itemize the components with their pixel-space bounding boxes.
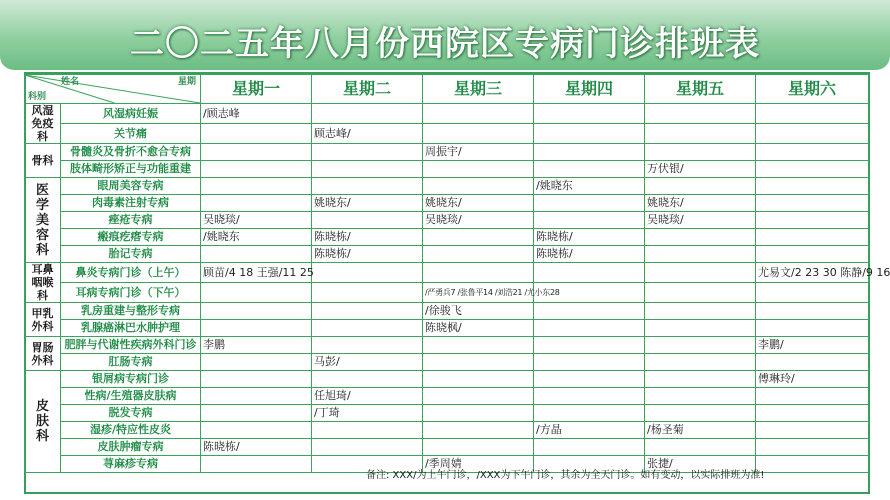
table-row: [25, 178, 869, 195]
category-cell: 医 学 美 容 科: [25, 178, 61, 263]
schedule-cell: [645, 371, 756, 388]
schedule-cell: [756, 124, 869, 144]
schedule-cell: [756, 456, 869, 473]
disease-name-cell: 痤疮专病: [61, 212, 201, 229]
schedule-cell: [756, 405, 869, 422]
corner-header: [25, 75, 201, 104]
table-row: [25, 371, 869, 388]
schedule-cell: 尤易文/2 23 30 陈静/9 16: [756, 263, 869, 283]
schedule-cell: [645, 303, 756, 320]
schedule-cell: [756, 246, 869, 263]
schedule-cell: /季周婧: [423, 456, 534, 473]
schedule-cell: [312, 161, 423, 178]
schedule-cell: [201, 320, 312, 337]
table-row: [25, 263, 869, 283]
schedule-cell: [423, 104, 534, 124]
disease-name-cell: 脱发专病: [61, 405, 201, 422]
day-header-mon: 星期一: [201, 75, 312, 104]
disease-name-cell: 胎记专病: [61, 246, 201, 263]
corner-week-label: 星期: [177, 77, 196, 87]
schedule-cell: [312, 104, 423, 124]
category-cell: 骨科: [25, 144, 61, 178]
schedule-cell: [756, 283, 869, 303]
schedule-cell: 吴晓琰/: [201, 212, 312, 229]
table-row: [25, 161, 869, 178]
schedule-cell: [645, 354, 756, 371]
schedule-cell: [534, 124, 645, 144]
disease-name-cell: 性病/生殖器皮肤病: [61, 388, 201, 405]
schedule-cell: /杨圣菊: [645, 422, 756, 439]
disease-name-cell: 乳腺癌淋巴水肿护理: [61, 320, 201, 337]
schedule-cell: [423, 124, 534, 144]
disease-name-cell: 银屑病专病门诊: [61, 371, 201, 388]
disease-name-cell: 鼻炎专病门诊（上午）: [61, 263, 201, 283]
schedule-cell: 周振宇/: [423, 144, 534, 161]
schedule-cell: [645, 405, 756, 422]
schedule-cell: [534, 320, 645, 337]
disease-name-cell: 荨麻疹专病: [61, 456, 201, 473]
schedule-table: [24, 74, 890, 473]
table-row: [25, 422, 869, 439]
schedule-cell: [423, 178, 534, 195]
schedule-cell: 陈晓栋/: [534, 229, 645, 246]
schedule-cell: [534, 144, 645, 161]
disease-name-cell: 肛肠专病: [61, 354, 201, 371]
schedule-cell: [312, 422, 423, 439]
schedule-cell: 陈晓栋/: [312, 229, 423, 246]
disease-name-cell: 肥胖与代谢性疾病外科门诊: [61, 337, 201, 354]
disease-name-cell: 瘢痕疙瘩专病: [61, 229, 201, 246]
table-row: [25, 144, 869, 161]
day-header-tue: 星期二: [312, 75, 423, 104]
schedule-cell: /姚晓东: [534, 178, 645, 195]
schedule-cell: [201, 354, 312, 371]
schedule-cell: 姚晓东/: [645, 195, 756, 212]
schedule-cell: [756, 161, 869, 178]
schedule-cell: [423, 354, 534, 371]
schedule-cell: [756, 212, 869, 229]
header-row: [25, 75, 869, 104]
day-header-sat: 星期六: [756, 75, 869, 104]
schedule-cell: /顾志峰: [201, 104, 312, 124]
schedule-cell: 陈晓栋/: [534, 246, 645, 263]
schedule-cell: /方晶: [534, 422, 645, 439]
schedule-cell: [423, 161, 534, 178]
table-row: [25, 195, 869, 212]
schedule-cell: [201, 178, 312, 195]
schedule-cell: [312, 320, 423, 337]
table-row: [25, 388, 869, 405]
schedule-cell: [756, 195, 869, 212]
schedule-cell: [423, 405, 534, 422]
schedule-cell: [312, 303, 423, 320]
schedule-cell: [201, 456, 312, 473]
table-row: [25, 439, 869, 456]
schedule-cell: [645, 178, 756, 195]
schedule-cell: /姚晓东: [201, 229, 312, 246]
schedule-cell: [312, 263, 423, 283]
schedule-cell: [201, 371, 312, 388]
schedule-cell: [534, 405, 645, 422]
schedule-cell: 陈晓栋/: [312, 246, 423, 263]
schedule-cell: [756, 178, 869, 195]
schedule-cell: [201, 246, 312, 263]
corner-diagonal-lines: [25, 75, 200, 103]
schedule-cell: [534, 303, 645, 320]
disease-name-cell: 耳病专病门诊（下午）: [61, 283, 201, 303]
table-row: [25, 246, 869, 263]
schedule-cell: [645, 144, 756, 161]
table-row: [25, 229, 869, 246]
schedule-cell: 万伏银/: [645, 161, 756, 178]
category-cell: 风湿 免疫科: [25, 104, 61, 144]
title-banner: [0, 0, 890, 70]
footnote: 备注: XXX/为上午门诊，/XXX为下午门诊，其余为全天门诊。如有变动，以实际排班为准!: [366, 470, 765, 481]
schedule-cell: [534, 337, 645, 354]
schedule-cell: [645, 124, 756, 144]
schedule-cell: 姚晓东/: [423, 195, 534, 212]
schedule-cell: [645, 263, 756, 283]
schedule-cell: [756, 229, 869, 246]
schedule-cell: [423, 388, 534, 405]
table-row: [25, 354, 869, 371]
schedule-cell: [312, 144, 423, 161]
category-cell: 皮 肤 科: [25, 371, 61, 473]
table-row: [25, 212, 869, 229]
schedule-cell: [312, 283, 423, 303]
disease-name-cell: 肉毒素注射专病: [61, 195, 201, 212]
schedule-cell: [423, 371, 534, 388]
disease-name-cell: 肢体畸形矫正与功能重建: [61, 161, 201, 178]
day-header-thu: 星期四: [534, 75, 645, 104]
schedule-cell: [312, 337, 423, 354]
schedule-cell: [201, 161, 312, 178]
schedule-cell: 陈晓栋/: [201, 439, 312, 456]
schedule-cell: /徐骏飞: [423, 303, 534, 320]
schedule-cell: [534, 354, 645, 371]
schedule-cell: [534, 212, 645, 229]
schedule-cell: [201, 144, 312, 161]
table-row: [25, 405, 869, 422]
schedule-cell: /丁琦: [312, 405, 423, 422]
schedule-cell: 顾苗/4 18 王强/11 25: [201, 263, 312, 283]
schedule-cell: 吴晓琰/: [645, 212, 756, 229]
schedule-cell: [756, 303, 869, 320]
schedule-cell: [201, 405, 312, 422]
schedule-cell: [201, 303, 312, 320]
disease-name-cell: 湿疹/特应性皮炎: [61, 422, 201, 439]
schedule-cell: [534, 371, 645, 388]
schedule-cell: [312, 439, 423, 456]
schedule-cell: [312, 178, 423, 195]
schedule-cell: 吴晓琰/: [423, 212, 534, 229]
schedule-cell: [312, 212, 423, 229]
schedule-cell: 李鹏: [201, 337, 312, 354]
disease-name-cell: 骨髓炎及骨折不愈合专病: [61, 144, 201, 161]
schedule-cell: [534, 439, 645, 456]
schedule-cell: 傅琳玲/: [756, 371, 869, 388]
schedule-cell: [201, 422, 312, 439]
schedule-cell: [423, 422, 534, 439]
schedule-cell: [756, 104, 869, 124]
schedule-cell: [645, 229, 756, 246]
schedule-cell: [201, 195, 312, 212]
schedule-cell: [756, 144, 869, 161]
schedule-cell: [534, 195, 645, 212]
schedule-cell: [756, 320, 869, 337]
table-row: [25, 303, 869, 320]
schedule-cell: [645, 246, 756, 263]
schedule-cell: [645, 439, 756, 456]
disease-name-cell: 风湿病妊娠: [61, 104, 201, 124]
category-cell: 胃肠 外科: [25, 337, 61, 371]
schedule-cell: 马彭/: [312, 354, 423, 371]
schedule-cell: [534, 104, 645, 124]
schedule-cell: 张捷/: [645, 456, 756, 473]
disease-name-cell: 关节痛: [61, 124, 201, 144]
schedule-cell: [423, 337, 534, 354]
disease-name-cell: 皮肤肿瘤专病: [61, 439, 201, 456]
schedule-cell: 任旭琦/: [312, 388, 423, 405]
schedule-cell: [312, 371, 423, 388]
table-row: [25, 104, 869, 124]
schedule-cell: [645, 320, 756, 337]
schedule-cell: [201, 124, 312, 144]
corner-name-label: 姓名: [61, 77, 80, 87]
table-row: [25, 283, 869, 303]
table-row: [25, 124, 869, 144]
page-title: 二〇二五年八月份西院区专病门诊排班表: [130, 24, 760, 64]
schedule-cell: [534, 263, 645, 283]
schedule-cell: [423, 246, 534, 263]
schedule-cell: [423, 439, 534, 456]
table-row: [25, 320, 869, 337]
schedule-cell: /严勇兵7 /张鲁平14 /刘浩21 /尤小东28: [423, 283, 534, 303]
schedule-cell: [423, 263, 534, 283]
schedule-cell: [534, 388, 645, 405]
category-cell: 耳鼻 咽喉科: [25, 263, 61, 303]
schedule-cell: [645, 337, 756, 354]
schedule-cell: [756, 439, 869, 456]
schedule-cell: [645, 283, 756, 303]
disease-name-cell: 眼周美容专病: [61, 178, 201, 195]
disease-name-cell: 乳房重建与整形专病: [61, 303, 201, 320]
schedule-cell: [423, 229, 534, 246]
day-header-wed: 星期三: [423, 75, 534, 104]
table-row: [25, 337, 869, 354]
schedule-cell: [534, 161, 645, 178]
schedule-cell: 顾志峰/: [312, 124, 423, 144]
schedule-cell: 陈晓枫/: [423, 320, 534, 337]
schedule-body: [25, 104, 890, 473]
schedule-cell: [645, 388, 756, 405]
schedule-cell: 李鹏/: [756, 337, 869, 354]
schedule-cell: [201, 283, 312, 303]
schedule-cell: [756, 388, 869, 405]
category-cell: 甲乳 外科: [25, 303, 61, 337]
schedule-cell: [756, 354, 869, 371]
schedule-cell: 姚晓东/: [312, 195, 423, 212]
day-header-fri: 星期五: [645, 75, 756, 104]
schedule-cell: [645, 104, 756, 124]
schedule-cell: [756, 422, 869, 439]
schedule-cell: [201, 388, 312, 405]
corner-dept-label: 科别: [28, 92, 47, 102]
